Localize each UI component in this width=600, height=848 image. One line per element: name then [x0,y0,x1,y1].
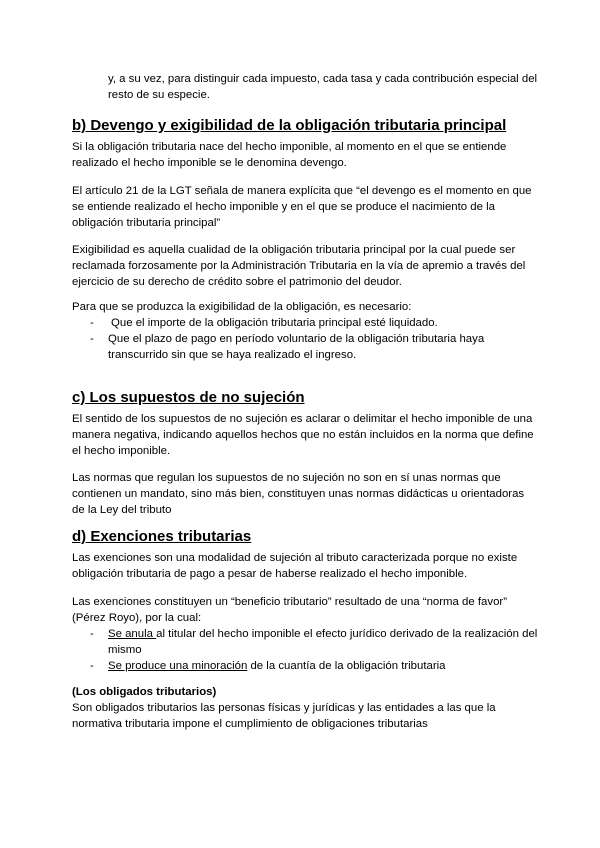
section-c-p1-line: manera negativa, indicando aquellos hechos que no están incluidos en la norma que define [72,429,534,441]
section-d-bullet-2-rest: de la cuantía de la obligación tributaria [247,660,446,672]
obligados-p1-line: normativa tributaria impone el cumplimiento de obligaciones tributarias [72,718,428,730]
section-b-p3-line: Exigibilidad es aquella cualidad de la obligación tributaria principal por la cual puede ser [72,244,516,256]
section-b-p1-line: realizado el hecho imponible se le denomina devengo. [72,157,347,169]
section-d-bullet-1-line-2: mismo [108,644,142,656]
section-d-p1-line: Las exenciones son una modalidad de sujeción al tributo caracterizada porque no existe [72,552,518,564]
section-d-p2-line: (Pérez Royo), por la cual: [72,612,202,624]
intro-line-1: y, a su vez, para distinguir cada impuesto, cada tasa y cada contribución especial del [108,73,538,85]
section-c-p2-line: de la Ley del tributo [72,504,172,516]
section-c-p2-line: Las normas que regulan los supuestos de no sujeción no son en sí unas normas que [72,472,501,484]
section-b-p3-line: reclamada forzosamente por la Administración Tributaria en la vía de apremio a través del [72,260,526,272]
bullet-dash: - [90,660,94,672]
obligados-p1-line: Son obligados tributarios las personas físicas y jurídicas y las entidades a las que la [72,702,496,714]
section-d-bullet-1-rest: al titular del hecho imponible el efecto jurídico derivado de la realización del [156,628,538,640]
section-d-bullet-1-underlined: Se anula [108,628,157,640]
section-b-bullet-2-line: transcurrido sin que se haya realizado el ingreso. [108,349,357,361]
intro-line-2: resto de su especie. [108,89,210,101]
bullet-dash: - [90,317,94,329]
section-b-heading: b) Devengo y exigibilidad de la obligación tributaria principal [72,117,507,134]
section-b-p2-line: El artículo 21 de la LGT señala de manera explícita que “el devengo es el momento en que [72,185,532,197]
obligados-heading: (Los obligados tributarios) [72,686,217,698]
section-d-heading: d) Exenciones tributarias [72,528,252,545]
section-c-p2-line: contienen un mandato, sino más bien, constituyen unas normas didácticas u orientadoras [72,488,525,500]
section-b-p3-line: ejercicio de su derecho de crédito sobre el patrimonio del deudor. [72,276,402,288]
section-d-bullet-2-underlined: Se produce una minoración [108,660,248,672]
section-d-p2-line: Las exenciones constituyen un “beneficio tributario” resultado de una “norma de favor” [72,596,507,608]
section-b-p2-line: se entiende realizado el hecho imponible y en el que se produce el nacimiento de la [72,201,495,213]
section-c-heading: c) Los supuestos de no sujeción [72,389,305,406]
section-d-p1-line: obligación tributaria de pago a pesar de haberse realizado el hecho imponible. [72,568,468,580]
section-b-p2-line: obligación tributaria principal” [72,217,221,229]
section-c-p1-line: el hecho imponible. [72,445,171,457]
section-c-p1-line: El sentido de los supuestos de no sujeción es aclarar o delimitar el hecho imponible de una [72,413,533,425]
section-b-p4: Para que se produzca la exigibilidad de la obligación, es necesario: [72,301,412,313]
section-b-p1-line: Si la obligación tributaria nace del hecho imponible, al momento en el que se entiende [72,141,507,153]
bullet-dash: - [90,333,94,345]
section-b-bullet-1: Que el importe de la obligación tributaria principal esté liquidado. [111,317,438,329]
section-d-bullet-1 [108,626,537,642]
bullet-dash: - [90,628,94,640]
section-d-bullet-2 [108,658,446,674]
section-b-bullet-2-line: Que el plazo de pago en período voluntario de la obligación tributaria haya [108,333,485,345]
